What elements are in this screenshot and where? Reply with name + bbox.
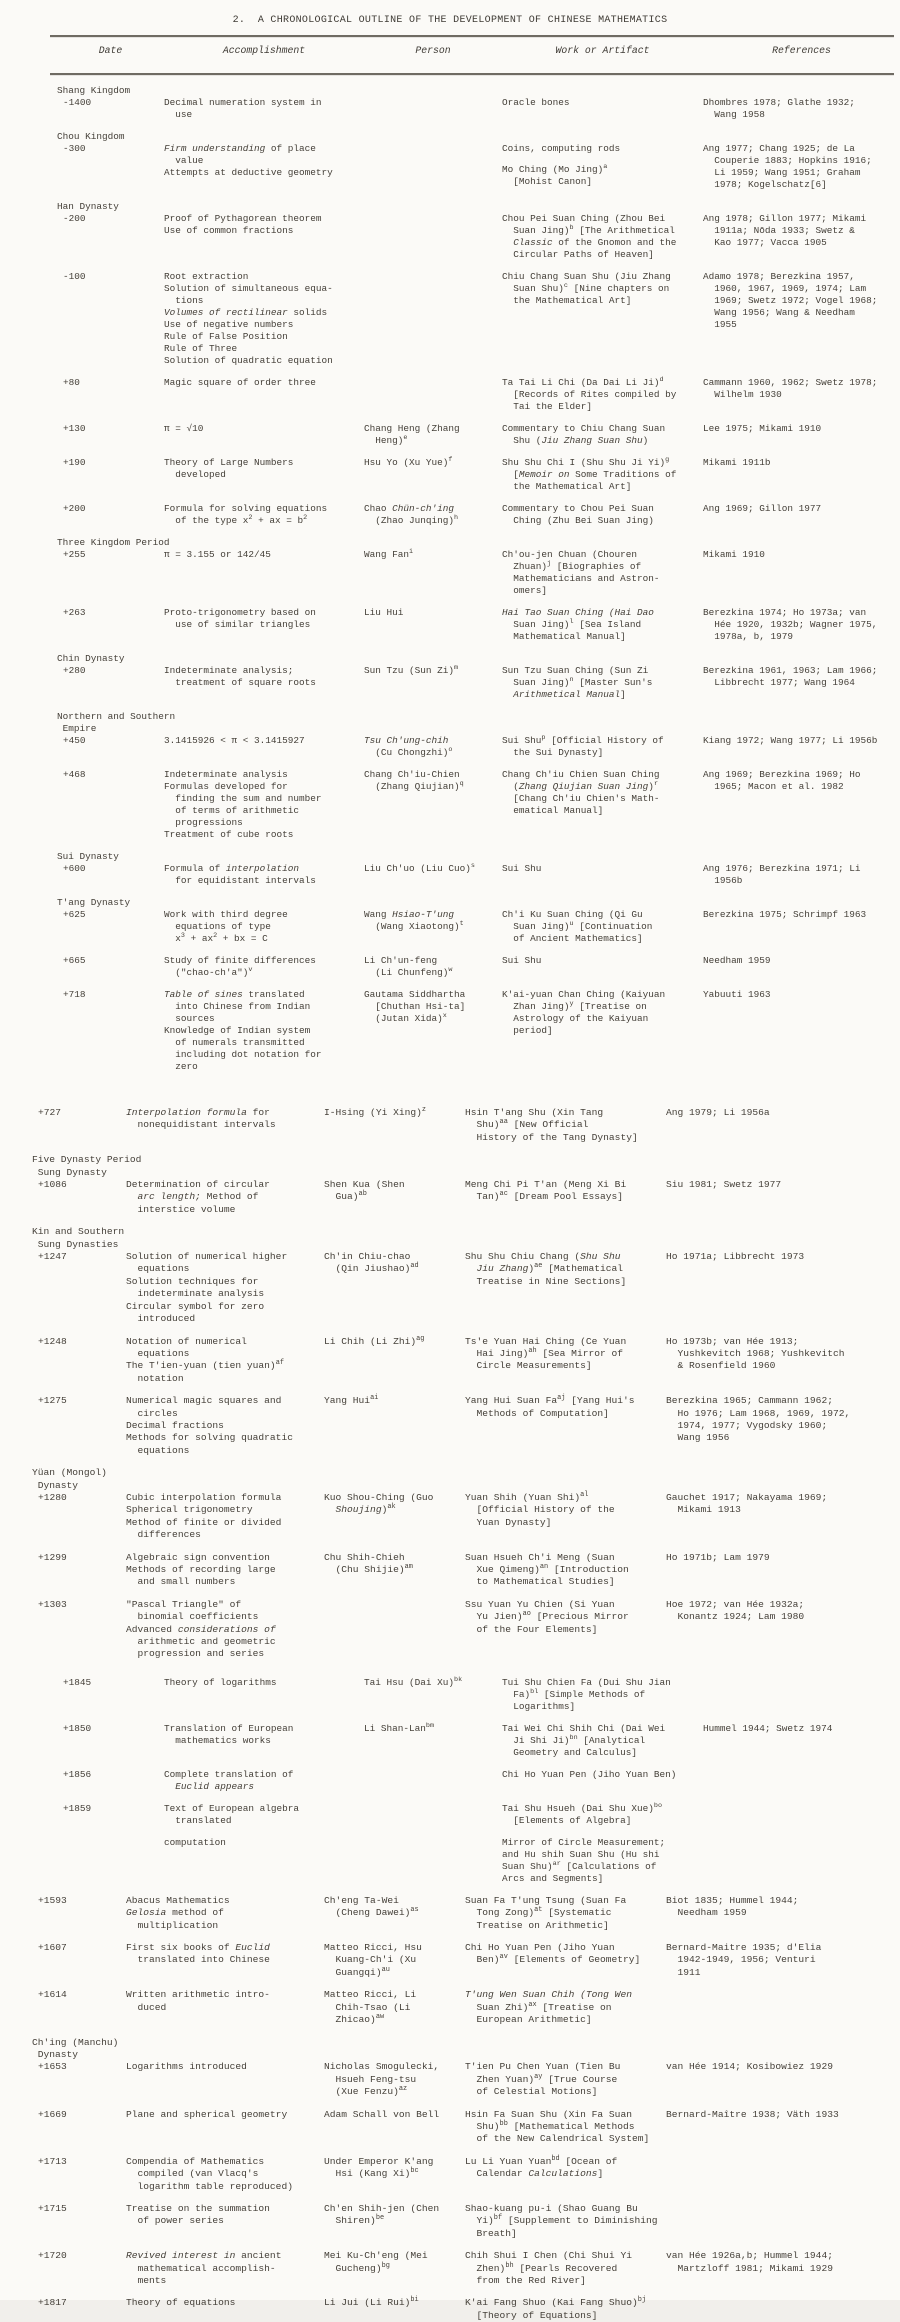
table-rule-header	[50, 73, 894, 75]
references-cell: Ang 1969; Berezkina 1969; Ho 1965; Macon et al. 1982	[703, 769, 861, 792]
table-row	[0, 549, 900, 597]
accomplishment-cell: computation	[164, 1836, 226, 1848]
references-cell	[703, 1837, 900, 1885]
references-cell: Berezkina 1961, 1963; Lam 1966; Libbrecht 1977; Wang 1964	[703, 665, 878, 688]
work-cell: Chiu Chang Suan Shu (Jiu Zhang Suan Shu)$^c$ [Nine chapters on the Mathematical Art]	[502, 271, 671, 306]
table-row	[0, 2156, 900, 2193]
column-header-date: Date	[98, 45, 123, 56]
references-cell: Cammann 1960, 1962; Swetz 1978; Wilhelm 1930	[703, 377, 878, 400]
references-cell: Ho 1971b; Lam 1979	[666, 1551, 770, 1563]
work-cell: Tui Shu Chien Fa (Dui Shu Jian Fa)$^{bl}$ [Simple Methods of Logarithms]	[502, 1676, 671, 1712]
references-cell: Ang 1969; Gillon 1977	[703, 503, 822, 514]
person-cell: Matteo Ricci, Hsu Kuang-Ch'i (Xu Guangqi)$^{au}$	[324, 1942, 422, 1978]
dynasty-label: Five Dynasty Period Sung Dynasty	[32, 1154, 142, 1178]
table-row	[0, 1989, 900, 2026]
work-cell: Sui Shu	[502, 955, 542, 966]
person-cell: Liu Ch'uo (Liu Cuo)$^s$	[364, 861, 475, 874]
person-cell	[364, 97, 502, 121]
date-cell: +665	[63, 955, 86, 966]
table-row	[0, 213, 900, 261]
person-cell: Gautama Siddhartha [Chuthan Hsi-ta] (Jutan Xida)$^x$	[364, 989, 466, 1024]
references-cell: Ang 1976; Berezkina 1971; Li 1956b	[703, 863, 861, 886]
accomplishment-cell: Proof of Pythagorean theorem Use of common fractions	[164, 213, 322, 236]
references-cell: Siu 1981; Swetz 1977	[666, 1179, 782, 1191]
dynasty-label: Yüan (Mongol) Dynasty	[32, 1467, 107, 1491]
person-cell: Chu Shih-Chieh (Chu Shijie)$^{am}$	[324, 1551, 413, 1575]
table-row	[0, 1107, 900, 1144]
accomplishment-cell: Notation of numerical equations The T'ien-yuan (tien yuan)$^{af}$ notation	[126, 1335, 284, 1384]
date-cell	[57, 1837, 164, 1885]
column-header-person: Person	[415, 45, 451, 56]
work-cell: Commentary to Chiu Chang Suan Shu (Jiu Zhang Suan Shu)	[502, 423, 666, 446]
work-cell: Ssu Yuan Yu Chien (Si Yuan Yu Jien)$^{ao}$ [Precious Mirror of the Four Elements]	[465, 1598, 629, 1635]
work-cell: Hai Tao Suan Ching (Hai Dao Suan Jing)$^l$ [Sea Island Mathematical Manual]	[502, 607, 654, 642]
accomplishment-cell: Numerical magic squares and circles Decimal fractions Methods for solving quadratic equations	[126, 1395, 293, 1456]
references-cell: Mikami 1910	[703, 549, 765, 560]
date-cell: +190	[63, 457, 86, 468]
work-cell: Sui Shu	[502, 863, 542, 874]
column-header-accomplishment: Accomplishment	[222, 45, 306, 56]
references-cell: Hummel 1944; Swetz 1974	[703, 1722, 833, 1734]
date-cell: +80	[63, 377, 80, 388]
references-cell: van Hée 1914; Kosibowiez 1929	[666, 2061, 833, 2073]
work-cell: Tai Shu Hsueh (Dai Shu Xue)$^{bo}$ [Elements of Algebra]	[502, 1801, 663, 1826]
references-cell: Ang 1979; Li 1956a	[666, 1107, 770, 1118]
date-cell: +1845	[63, 1676, 92, 1688]
work-cell: T'ien Pu Chen Yuan (Tien Bu Zhen Yuan)$^{ay}$ [True Course of Celestial Motions]	[465, 2061, 621, 2098]
table-row	[0, 1251, 900, 1325]
table-row	[0, 955, 900, 979]
references-cell	[666, 2203, 900, 2240]
person-cell: Liu Hui	[364, 607, 404, 618]
accomplishment-cell: Table of sines translated into Chinese from Indian sources Knowledge of Indian system of numerals transmitted including dot notation for zero	[164, 989, 322, 1072]
date-cell: -1400	[63, 97, 92, 108]
table-row	[0, 1492, 900, 1542]
table-row	[0, 423, 900, 447]
references-cell	[666, 2156, 900, 2193]
person-cell	[364, 377, 502, 413]
table-row	[0, 1179, 900, 1216]
references-cell: Berezkina 1974; Ho 1973a; van Hée 1920, 1932b; Wagner 1975, 1978a, b, 1979	[703, 607, 878, 642]
person-cell: Adam Schall von Bell	[324, 2108, 440, 2120]
accomplishment-cell: Decimal numeration system in use	[164, 97, 322, 120]
references-cell: Berezkina 1975; Schrimpf 1963	[703, 909, 867, 920]
accomplishment-cell: Compendia of Mathematics compiled (van Vlacq's logarithm table reproduced)	[126, 2155, 293, 2192]
date-cell: +718	[63, 989, 86, 1000]
references-cell: Lee 1975; Mikami 1910	[703, 423, 822, 434]
table-row	[0, 1803, 900, 1827]
dynasty-label: Three Kingdom Period	[57, 537, 170, 548]
table-row	[0, 503, 900, 527]
table-row	[0, 607, 900, 643]
work-cell: Sui Shu$^p$ [Official History of the Sui Dynasty]	[502, 733, 664, 758]
date-cell: +200	[63, 503, 86, 514]
person-cell: Ch'en Shih-jen (Chen Shiren)$^{be}$	[324, 2202, 440, 2227]
date-cell: +1247	[38, 1251, 67, 1263]
person-cell: Under Emperor K'ang Hsi (Kang Xi)$^{bc}$	[324, 2155, 434, 2180]
dynasty-label: Shang Kingdom	[57, 85, 131, 96]
work-cell: Suan Fa T'ung Tsung (Suan Fa Tong Zong)$^{at}$ [Systematic Treatise on Arithmetic]	[465, 1894, 627, 1931]
references-cell: Mikami 1911b	[703, 457, 771, 468]
date-cell: +1850	[63, 1722, 92, 1734]
work-cell: T'ung Wen Suan Chih (Tong Wen Suan Zhi)$^{ax}$ [Treatise on European Arithmetic]	[465, 1989, 632, 2026]
date-cell: +450	[63, 735, 86, 746]
person-cell: Tsu Ch'ung-chih (Cu Chongzhi)$^o$	[364, 735, 453, 758]
dynasty-label: T'ang Dynasty	[57, 897, 131, 908]
date-cell: +727	[38, 1107, 62, 1118]
person-cell: Wang Hsiao-T'ung (Wang Xiaotong)$^t$	[364, 909, 464, 932]
references-cell: Bernard-Maitre 1935; d'Elia 1942-1949, 1956; Venturi 1911	[666, 1942, 822, 1978]
person-cell	[364, 213, 502, 261]
accomplishment-cell: Written arithmetic intro- duced	[126, 1989, 270, 2013]
accomplishment-cell: Plane and spherical geometry	[126, 2108, 288, 2120]
work-cell: Tai Wei Chi Shih Chi (Dai Wei Ji Shi Ji)$^{bn}$ [Analytical Geometry and Calculus]	[502, 1722, 666, 1758]
person-cell: Chang Heng (Zhang Heng)$^e$	[364, 423, 460, 446]
work-cell: Hsin Fa Suan Shu (Xin Fa Suan Shu)$^{bb}$ [Mathematical Methods of the New Calendrical System]	[465, 2108, 650, 2145]
accomplishment-cell: Proto-trigonometry based on use of similar triangles	[164, 607, 316, 630]
accomplishment-cell: Determination of circular arc length; Method of interstice volume	[126, 1179, 270, 1215]
person-cell: Yang Hui$^{ai}$	[324, 1393, 379, 1407]
date-cell: +263	[63, 607, 86, 618]
references-cell: Ang 1977; Chang 1925; de La Couperie 1883; Hopkins 1916; Li 1959; Wang 1951; Graham 1978; Kogelschatz[6]	[703, 143, 872, 190]
table-row	[0, 1552, 900, 1589]
person-cell: Chao Chün-ch'ing (Zhao Junqing)$^h$	[364, 503, 459, 526]
table-row	[0, 1599, 900, 1661]
references-cell: Ho 1973b; van Hée 1913; Yushkevitch 1968; Yushkevitch & Rosenfield 1960	[666, 1335, 845, 1372]
work-cell: Coins, computing rods Mo Ching (Mo Jing)$^a$ [Mohist Canon]	[502, 143, 621, 188]
date-cell: +1275	[38, 1395, 67, 1407]
date-cell: +1720	[38, 2250, 67, 2262]
table-row	[0, 97, 900, 121]
person-cell	[364, 1837, 502, 1885]
table-row	[0, 1837, 900, 1885]
accomplishment-cell: Solution of numerical higher equations Solution techniques for indeterminate analysis Circular symbol for zero introduced	[126, 1251, 288, 1325]
dynasty-label: Northern and Southern Empire	[57, 711, 176, 734]
accomplishment-cell: Indeterminate analysis; treatment of square roots	[164, 665, 316, 688]
table-row	[0, 143, 900, 191]
accomplishment-cell: Logarithms introduced	[126, 2061, 247, 2073]
accomplishment-cell: Algebraic sign convention Methods of recording large and small numbers	[126, 1551, 276, 1588]
references-cell	[703, 1803, 900, 1827]
accomplishment-cell: Indeterminate analysis Formulas developed for finding the sum and number of terms of arithmetic progressions Treatment of cube roots	[164, 769, 322, 840]
work-cell: Yang Hui Suan $Fa^{aj}$ [Yang Hui's Methods of Computation]	[465, 1393, 635, 1419]
table-row	[0, 2203, 900, 2240]
work-cell: Chang Ch'iu Chien Suan Ching (Zhang Qiujian Suan Jing)$^r$ [Chang Ch'iu Chien's Math- ematical Manual]	[502, 769, 660, 816]
table-row	[0, 1723, 900, 1759]
accomplishment-cell: Formula for solving equations of the type $x^2$ + ax = $b^2$	[164, 503, 328, 526]
work-cell: Ts'e Yuan Hai Ching (Ce Yuan Hai Jing)$^{ah}$ [Sea Mirror of Circle Measurements]	[465, 1335, 627, 1372]
date-cell: +600	[63, 863, 86, 874]
person-cell	[364, 1803, 502, 1827]
table-row	[0, 735, 900, 759]
column-header-references: References	[772, 45, 831, 56]
dynasty-label: Sui Dynasty	[57, 851, 119, 862]
accomplishment-cell: Revived interest in ancient mathematical accomplish- ments	[126, 2250, 282, 2286]
table-row	[0, 2250, 900, 2287]
work-cell: Meng Chi Pi T'an (Meng Xi Bi Tan)$^{ac}$ [Dream Pool Essays]	[465, 1179, 627, 1203]
table-row	[0, 769, 900, 841]
date-cell: +1817	[38, 2297, 67, 2309]
work-cell: Ch'i Ku Suan Ching (Qi Gu Suan Jing)$^u$ [Continuation of Ancient Mathematics]	[502, 909, 653, 944]
date-cell: +255	[63, 549, 86, 560]
work-cell: Chih Shui I Chen (Chi Shui Yi Zhen)$^{bh}$ [Pearls Recovered from the Red River]	[465, 2250, 632, 2286]
date-cell: +1303	[38, 1598, 67, 1610]
work-cell: Chi Ho Yuan Pen (Jiho Yuan Ben)$^{av}$ [Elements of Geometry]	[465, 1942, 641, 1966]
date-cell: +1607	[38, 1942, 67, 1954]
references-cell: Bernard-Maître 1938; Väth 1933	[666, 2108, 839, 2120]
date-cell: -300	[63, 143, 86, 154]
dynasty-label: Han Dynasty	[57, 201, 119, 212]
table-header-row	[0, 37, 900, 65]
accomplishment-cell: π = √10	[164, 423, 204, 434]
accomplishment-cell: Work with third degree equations of type $x^3 + ax^2$ + bx = C	[164, 909, 288, 944]
date-cell: -100	[63, 271, 86, 282]
date-cell: +1248	[38, 1335, 67, 1347]
date-cell: +1859	[63, 1802, 92, 1814]
date-cell: -200	[63, 213, 86, 224]
table-body	[0, 85, 900, 2322]
person-cell: Nicholas Smogulecki, Hsueh Feng-tsu (Xue Fenzu)$^{az}$	[324, 2061, 440, 2098]
person-cell	[324, 1599, 465, 1661]
person-cell: Hsu Yo (Xu Yue)$^f$	[364, 455, 453, 468]
person-cell: Li Ch'un-feng (Li Chunfeng)$^w$	[364, 955, 453, 978]
date-cell: +1299	[38, 1551, 67, 1563]
work-cell: Mirror of Circle Measurement; and Hu shih Suan Shu (Hu shi Suan Shu)$^{ar}$ [Calculations of Arcs and Segments]	[502, 1836, 666, 1884]
accomplishment-cell: "Pascal Triangle" of binomial coefficients Advanced considerations of arithmetic and geometric progression and series	[126, 1598, 276, 1660]
work-cell: Chou Pei Suan Ching (Zhou Bei Suan Jing)$^b$ [The Arithmetical Classic of the Gnomon and the Circular Paths of Heaven]	[502, 213, 677, 260]
table-row	[0, 1336, 900, 1386]
person-cell: Shen Kua (Shen Gua)$^{ab}$	[324, 1179, 405, 1203]
date-cell: +1593	[38, 1894, 67, 1906]
table-row	[0, 1395, 900, 1457]
person-cell: Li Chih (Li Zhi)$^{ag}$	[324, 1334, 425, 1347]
references-cell: Gauchet 1917; Nakayama 1969; Mikami 1913	[666, 1491, 828, 1516]
table-section	[0, 1895, 900, 2322]
date-cell: +468	[63, 769, 86, 780]
dynasty-label: Chin Dynasty	[57, 653, 125, 664]
work-cell: Shu Shu Chiu Chang (Shu Shu Jiu Zhang)$^{ae}$ [Mathematical Treatise in Nine Sections]	[465, 1251, 627, 1287]
person-cell: Kuo Shou-Ching (Guo Shoujing)$^{ak}$	[324, 1491, 434, 1516]
date-cell: +130	[63, 423, 86, 434]
person-cell: Sun Tzu (Sun Zi)$^m$	[364, 663, 459, 676]
table-row	[0, 377, 900, 413]
table-row	[0, 1942, 900, 1979]
references-cell: Ang 1978; Gillon 1977; Mikami 1911a; Nōda 1933; Swetz & Kao 1977; Vacca 1905	[703, 213, 867, 248]
work-cell: K'ai Fang Shuo (Kai Fang Shuo)$^{bj}$ [Theory of Equations]	[465, 2296, 647, 2321]
date-cell: +1086	[38, 1179, 67, 1191]
work-cell: Lu Li Yuan Yuan$^{bd}$ [Ocean of Calendar Calculations]	[465, 2154, 618, 2180]
work-cell: Suan Hsueh Ch'i Meng (Suan Xue Qimeng)$^{an}$ [Introduction to Mathematical Studies]	[465, 1551, 629, 1588]
table-row	[0, 863, 900, 887]
accomplishment-cell: Translation of European mathematics works	[164, 1722, 294, 1746]
date-cell: +1669	[38, 2108, 67, 2120]
table-section	[0, 85, 900, 1073]
table-row	[0, 1769, 900, 1793]
work-cell: Yuan Shih (Yuan Shi)$^{al}$ [Official History of the Yuan Dynasty]	[465, 1490, 615, 1528]
person-cell: Li Jui (Li Rui)$^{bi}$	[324, 2296, 419, 2309]
work-cell: Oracle bones	[502, 97, 570, 108]
work-cell: Chi Ho Yuan Pen (Jiho Yuan Ben)	[502, 1768, 677, 1780]
accomplishment-cell: π = 3.155 or 142/45	[164, 549, 271, 560]
references-cell	[703, 1677, 900, 1713]
page-title: 2. A CHRONOLOGICAL OUTLINE OF THE DEVELOPMENT OF CHINESE MATHEMATICS	[232, 15, 668, 26]
references-cell	[703, 1769, 900, 1793]
person-cell: Wang Fan$^i$	[364, 547, 414, 560]
accomplishment-cell: Abacus Mathematics Gelosia method of multiplication	[126, 1894, 230, 1931]
accomplishment-cell: Root extraction Solution of simultaneous equa- tions Volumes of rectilinear solids Use of negative numbers Rule of False Position Rule of Three Solution of quadratic equation	[164, 271, 333, 366]
dynasty-label: Ch'ing (Manchu) Dynasty	[32, 2036, 119, 2060]
table-row	[0, 271, 900, 367]
person-cell: Matteo Ricci, Li Chih-Tsao (Li Zhicao)$^{aw}$	[324, 1989, 417, 2026]
accomplishment-cell: Interpolation formula for nonequidistant intervals	[126, 1107, 276, 1131]
work-cell: K'ai-yuan Chan Ching (Kaiyuan Zhan Jing)$^y$ [Treatise on Astrology of the Kaiyuan period]	[502, 989, 666, 1036]
table-row	[0, 1895, 900, 1932]
table-row	[0, 909, 900, 945]
references-cell: Needham 1959	[703, 955, 771, 966]
person-cell	[364, 1769, 502, 1793]
table-section	[0, 1107, 900, 1661]
references-cell: van Hée 1926a,b; Hummel 1944; Martzloff 1981; Mikami 1929	[666, 2250, 833, 2274]
person-cell: Li Shan-Lan$^{bm}$	[364, 1721, 434, 1734]
accomplishment-cell: Formula of interpolation for equidistant intervals	[164, 863, 316, 886]
person-cell: Tai Hsu (Dai Xu)$^{bk}$	[364, 1675, 463, 1688]
references-cell	[666, 2297, 900, 2322]
references-cell	[666, 1989, 900, 2026]
accomplishment-cell: Theory of Large Numbers developed	[164, 457, 294, 480]
date-cell: +280	[63, 665, 86, 676]
references-cell: Biot 1835; Hummel 1944; Needham 1959	[666, 1894, 799, 1919]
accomplishment-cell: Study of finite differences ("chao-ch'a")$^v$	[164, 955, 316, 978]
accomplishment-cell: First six books of Euclid translated into Chinese	[126, 1942, 270, 1966]
accomplishment-cell: Theory of equations	[126, 2297, 236, 2309]
table-row	[0, 2061, 900, 2098]
references-cell: Kiang 1972; Wang 1977; Li 1956b	[703, 735, 878, 746]
references-cell: Berezkina 1965; Cammann 1962; Ho 1976; Lam 1968, 1969, 1972, 1974, 1977; Vygodsky 1960; Wang 1956	[666, 1395, 851, 1444]
accomplishment-cell: Theory of logarithms	[164, 1676, 277, 1688]
table-row	[0, 989, 900, 1073]
person-cell: I-Hsing (Yi Xing)$^z$	[324, 1105, 427, 1118]
work-cell: Sun Tzu Suan Ching (Sun Zi Suan Jing)$^n$ [Master Sun's Arithmetical Manual]	[502, 665, 653, 700]
date-cell: +1713	[38, 2155, 67, 2167]
work-cell: Hsin T'ang Shu (Xin Tang Shu)$^{aa}$ [New Official History of the Tang Dynasty]	[465, 1107, 638, 1143]
work-cell: Commentary to Chou Pei Suan Ching (Zhu Bei Suan Jing)	[502, 503, 654, 526]
work-cell: Shao-kuang pu-i (Shao Guang Bu Yi)$^{bf}$ [Supplement to Diminishing Breath]	[465, 2202, 658, 2239]
accomplishment-cell: Cubic interpolation formula Spherical trigonometry Method of finite or divided differences	[126, 1491, 282, 1541]
person-cell	[364, 143, 502, 191]
person-cell	[364, 271, 502, 367]
work-cell: Ch'ou-jen Chuan (Chouren Zhuan)$^j$ [Biographies of Mathematicians and Astron- omers]	[502, 549, 660, 596]
references-cell: Adamo 1978; Berezkina 1957, 1960, 1967, 1969, 1974; Lam 1969; Swetz 1972; Vogel 1968; Wang 1956; Wang & Needham 1955	[703, 271, 878, 330]
column-header-work: Work or Artifact	[555, 45, 650, 56]
dynasty-label: Kin and Southern Sung Dynasties	[32, 1226, 125, 1250]
person-cell: Mei Ku-Ch'eng (Mei Gucheng)$^{bg}$	[324, 2250, 428, 2274]
date-cell: +1856	[63, 1768, 92, 1780]
references-cell: Hoe 1972; van Hée 1932a; Konantz 1924; Lam 1980	[666, 1598, 805, 1623]
date-cell: +1653	[38, 2061, 67, 2073]
table-row	[0, 2297, 900, 2322]
table-section	[0, 1677, 900, 1885]
table-row	[0, 665, 900, 701]
references-cell: Yabuuti 1963	[703, 989, 771, 1000]
accomplishment-cell: Firm understanding of place value Attempts at deductive geometry	[164, 143, 333, 178]
person-cell: Ch'eng Ta-Wei (Cheng Dawei)$^{as}$	[324, 1894, 419, 1919]
accomplishment-cell: Text of European algebra translated	[164, 1802, 300, 1826]
references-cell: Dhombres 1978; Glathe 1932; Wang 1958	[703, 97, 855, 120]
work-cell: Ta Tai Li Chi (Da Dai Li Ji)$^d$ [Records of Rites compiled by Tai the Elder]	[502, 375, 677, 412]
work-cell: Shu Shu Chi I (Shu Shu Ji Yi)$^g$ [Memoir on Some Traditions of the Mathematical Art]	[502, 455, 677, 492]
table-row	[0, 457, 900, 493]
accomplishment-cell: 3.1415926 < π < 3.1415927	[164, 735, 305, 746]
table-row	[0, 2109, 900, 2146]
accomplishment-cell: Treatise on the summation of power series	[126, 2202, 270, 2227]
dynasty-label: Chou Kingdom	[57, 131, 125, 142]
accomplishment-cell: Magic square of order three	[164, 377, 316, 388]
date-cell: +1280	[38, 1491, 67, 1503]
person-cell: Chang Ch'iu-Chien (Zhang Qiujian)$^q$	[364, 769, 464, 792]
references-cell: Ho 1971a; Libbrecht 1973	[666, 1251, 805, 1263]
date-cell: +1715	[38, 2202, 67, 2214]
accomplishment-cell: Complete translation of Euclid appears	[164, 1768, 294, 1792]
person-cell: Ch'in Chiu-chao (Qin Jiushao)$^{ad}$	[324, 1251, 419, 1275]
table-row	[0, 1677, 900, 1713]
date-cell: +625	[63, 909, 86, 920]
date-cell: +1614	[38, 1989, 67, 2001]
